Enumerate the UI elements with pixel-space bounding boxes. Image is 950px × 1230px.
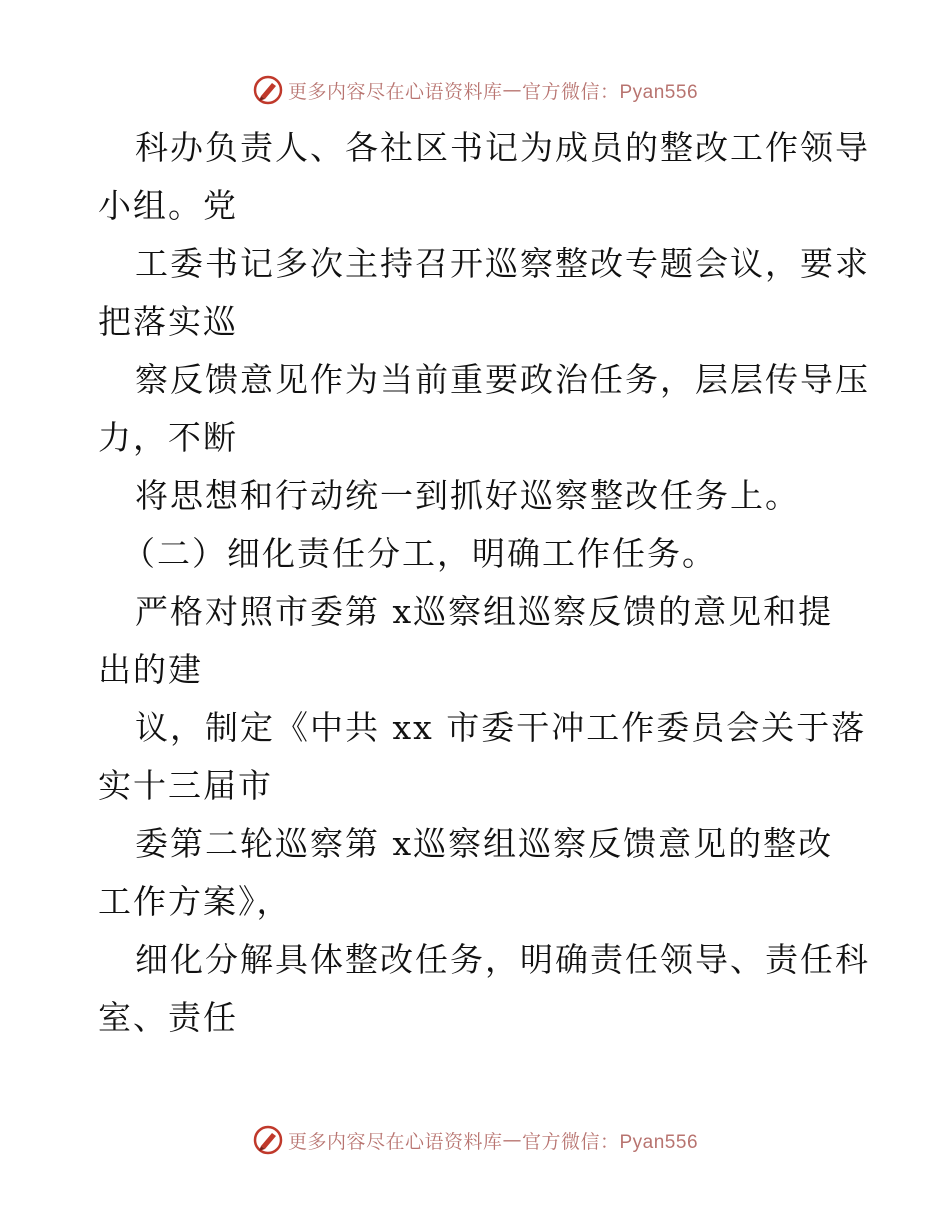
body-line: 把落实巡 [98, 302, 238, 341]
pen-logo-icon [252, 74, 284, 106]
header-banner-dash: — [502, 79, 522, 101]
body-line: 室、责任 [98, 998, 238, 1037]
body-line: 察反馈意见作为当前重要政治任务，层层传导压 [135, 360, 870, 399]
footer-banner-dash: — [502, 1129, 522, 1151]
pen-logo-icon [252, 1124, 284, 1156]
footer-banner [0, 1120, 950, 1160]
body-line: 实十三届市 [98, 766, 273, 805]
body-line: 严格对照市委第 x巡察组巡察反馈的意见和提 [135, 592, 834, 631]
body-line: 将思想和行动统一到抓好巡察整改任务上。 [135, 476, 800, 515]
header-banner-text: 更多内容尽在心语资料库 [287, 80, 503, 103]
header-banner [0, 70, 950, 110]
footer-banner-text: 更多内容尽在心语资料库 [287, 1130, 503, 1153]
body-line: 小组。党 [98, 186, 238, 225]
body-line: 工委书记多次主持召开巡察整改专题会议，要求 [135, 244, 870, 283]
body-line: 工作方案》， [98, 882, 292, 921]
body-line: 委第二轮巡察第 x巡察组巡察反馈意见的整改 [135, 824, 834, 863]
body-line: 议，制定《中共 xx 市委干冲工作委员会关于落 [135, 708, 867, 747]
body-line: 科办负责人、各社区书记为成员的整改工作领导 [135, 128, 870, 167]
footer-banner-wechat: 官方微信：Pyan556 [522, 1131, 699, 1153]
body-line: 细化分解具体整改任务，明确责任领导、责任科 [135, 940, 870, 979]
body-line: 力，不断 [98, 418, 238, 457]
body-line: 出的建 [98, 650, 203, 689]
header-banner-wechat: 官方微信：Pyan556 [522, 81, 699, 103]
section-heading: （二）细化责任分工，明确工作任务。 [122, 534, 717, 573]
